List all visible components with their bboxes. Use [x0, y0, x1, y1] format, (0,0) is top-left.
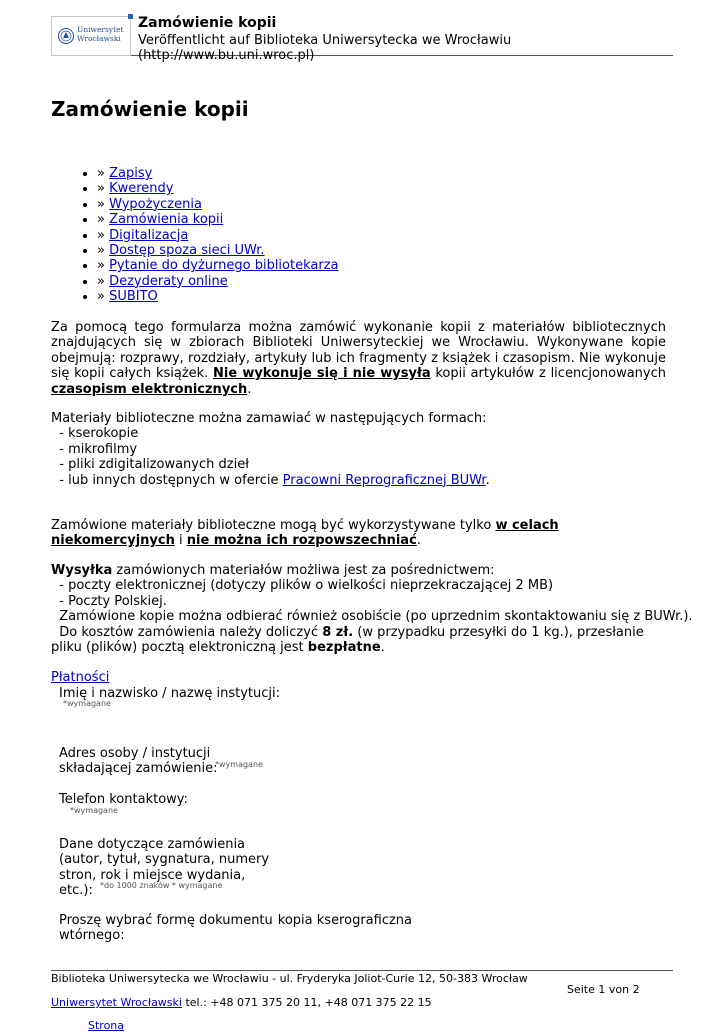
intro-bold-1: Nie wykonuje się i nie wysyła: [213, 366, 431, 382]
nav-prefix: »: [97, 227, 110, 243]
formats-heading: Materiały biblioteczne można zamawiać w następujących formach:: [51, 411, 487, 426]
nav-list: [51, 166, 339, 305]
nav-link-zapisy[interactable]: Zapisy: [109, 166, 153, 181]
details-label-line-4: etc.):: [59, 883, 93, 899]
pracownia-link[interactable]: Pracowni Reprograficznej BUWr: [282, 472, 486, 488]
nav-prefix: »: [97, 243, 110, 259]
address-label: [59, 746, 218, 777]
format-label: [59, 913, 412, 944]
format-item: - kserokopie: [51, 426, 139, 442]
nav-prefix: »: [97, 289, 110, 305]
shipping-text-1: zamówionych materiałów możliwa jest za pośrednictwem:: [112, 563, 495, 578]
seal-icon: [58, 27, 74, 45]
usage-end: .: [416, 533, 421, 549]
format-last-suffix: .: [485, 472, 490, 488]
footer-phone: tel.: +48 071 375 20 11, +48 071 375 22 15: [181, 996, 432, 1009]
usage-mid: i: [174, 533, 187, 549]
nav-item-zapisy: [97, 166, 339, 181]
nav-link-dostep[interactable]: Dostęp spoza sieci UWr.: [109, 243, 265, 259]
logo-corner-mark: [128, 14, 133, 19]
page-header: [51, 12, 673, 63]
details-label-line-3: stron, rok i miejsce wydania,: [59, 867, 246, 883]
nav-link-kwerendy[interactable]: Kwerendy: [109, 181, 174, 197]
shipping-bold: Wysyłka: [51, 563, 113, 578]
nav-link-dezyderaty[interactable]: Dezyderaty online: [109, 273, 228, 289]
intro-end: .: [247, 381, 252, 397]
logo-line-1: Uniwersytet: [77, 25, 124, 34]
header-subtitle: Veröffentlicht auf Biblioteka Uniwersytecka we Wrocławiu (http://www.bu.uni.wroc.pl): [138, 33, 512, 63]
shipping-line-4: Zamówione kopie można odbierać również osobiście (po uprzednim skontaktowaniu się z BUWr.).: [51, 609, 693, 625]
nav-link-wypozyczenia[interactable]: Wypożyczenia: [109, 196, 202, 212]
address-label-line-2: składającej zamówienie:: [59, 761, 218, 777]
nav-prefix: »: [97, 196, 110, 212]
nav-item-pytanie: [97, 258, 339, 273]
nav-item-wypozyczenia: [97, 197, 339, 212]
address-required-note: *wymagane: [215, 760, 263, 769]
format-label-line-2: wtórnego:: [59, 928, 125, 944]
shipping-end: .: [380, 640, 385, 656]
format-item: - pliki zdigitalizowanych dzieł: [51, 457, 249, 473]
logo-line-2: Wrocławski: [77, 34, 121, 43]
footer-contact: [51, 996, 432, 1009]
details-label-line-2: (autor, tytuł, sygnatura, numery: [59, 852, 270, 868]
shipping-free: bezpłatne: [307, 640, 381, 656]
nav-link-digitalizacja[interactable]: Digitalizacja: [109, 227, 189, 243]
shipping-block: [51, 563, 693, 656]
nav-item-zamowienia-kopii: [97, 212, 339, 227]
usage-bold-2: nie można ich rozpowszechniać: [186, 533, 417, 549]
format-label-text: Proszę wybrać formę dokumentu: [59, 913, 273, 928]
page-title: Zamówienie kopii: [51, 97, 249, 121]
address-label-line-1: Adres osoby / instytucji: [59, 746, 211, 761]
nav-prefix: »: [97, 212, 110, 228]
shipping-cost-text: Do kosztów zamówienia należy doliczyć: [51, 624, 323, 640]
phone-required-note: *wymagane: [70, 806, 118, 815]
formats-block: [51, 411, 666, 488]
format-item: - mikrofilmy: [51, 441, 138, 457]
usage-paragraph: [51, 518, 666, 549]
shipping-cost-note: (w przypadku przesyłki do 1 kg.), przesłanie pliku (plików) pocztą elektroniczną jest: [51, 624, 648, 656]
intro-bold-2: czasopism elektronicznych: [51, 381, 248, 397]
shipping-line-1: [51, 563, 666, 578]
nav-prefix: »: [97, 166, 110, 181]
payments-link[interactable]: Płatności: [51, 670, 110, 685]
logo-text: [77, 25, 124, 43]
format-last-prefix: - lub innych dostępnych w ofercie: [51, 472, 283, 488]
usage-text: Zamówione materiały biblioteczne mogą być wykorzystywane tylko: [51, 518, 496, 533]
shipping-line-2: - poczty elektronicznej (dotyczy plików o wielkości nieprzekraczającej 2 MB): [51, 578, 554, 594]
nav-link-zamowienia-kopii[interactable]: Zamówienia kopii: [109, 212, 224, 228]
nav-prefix: »: [97, 181, 110, 197]
details-label-line-1: Dane dotyczące zamówienia: [59, 837, 246, 852]
nav-item-kwerendy: [97, 181, 339, 196]
format-item-last: [51, 473, 666, 488]
footer-divider: [51, 970, 673, 971]
footer-cutoff-link[interactable]: Strona: [88, 1019, 125, 1032]
header-title: Zamówienie kopii: [138, 15, 277, 31]
nav-prefix: »: [97, 273, 110, 289]
nav-link-pytanie[interactable]: Pytanie do dyżurnego bibliotekarza: [109, 258, 339, 274]
name-label: Imię i nazwisko / nazwę instytucji:: [59, 686, 280, 701]
nav-link-subito[interactable]: SUBITO: [109, 289, 158, 305]
usage-bold-1: w celach niekomercyjnych: [51, 518, 559, 549]
nav-item-digitalizacja: [97, 228, 339, 243]
nav-prefix: »: [97, 258, 110, 274]
footer-address: Biblioteka Uniwersytecka we Wrocławiu - ul. Fryderyka Joliot-Curie 12, 50-383 Wrocław: [51, 972, 528, 985]
intro-mid: kopii artykułów z licencjonowanych: [430, 366, 667, 382]
format-label-line-1: [59, 913, 412, 928]
intro-text: Za pomocą tego formularza można zamówić wykonanie kopii z materiałów bibliotecznych znajdujących się w zbiorach Biblioteki Uniwersyteckiej we Wrocławiu. Wykonywane kopie obejmują: rozprawy, rozdziały, artykuły lub ich fragmenty z książek i czasopism. Nie wykonuje się kopii całych książek.: [51, 320, 666, 382]
format-select-value[interactable]: kopia kserograficzna: [277, 913, 413, 928]
intro-paragraph: [51, 320, 666, 397]
nav-item-dezyderaty: [97, 274, 339, 289]
shipping-cost-value: 8 zł.: [322, 624, 354, 640]
phone-label: Telefon kontaktowy:: [59, 792, 188, 807]
nav-item-dostep: [97, 243, 339, 258]
university-link[interactable]: Uniwersytet Wrocławski: [51, 996, 182, 1009]
shipping-line-3: - Poczty Polskiej.: [51, 593, 167, 609]
nav-item-subito: [97, 289, 339, 304]
university-logo: [51, 16, 131, 56]
name-required-note: *wymagane: [63, 699, 111, 708]
details-required-note: *do 1000 znaków * wymagane: [100, 881, 223, 890]
page-number: Seite 1 von 2: [567, 983, 640, 996]
shipping-line-5: [51, 625, 666, 656]
